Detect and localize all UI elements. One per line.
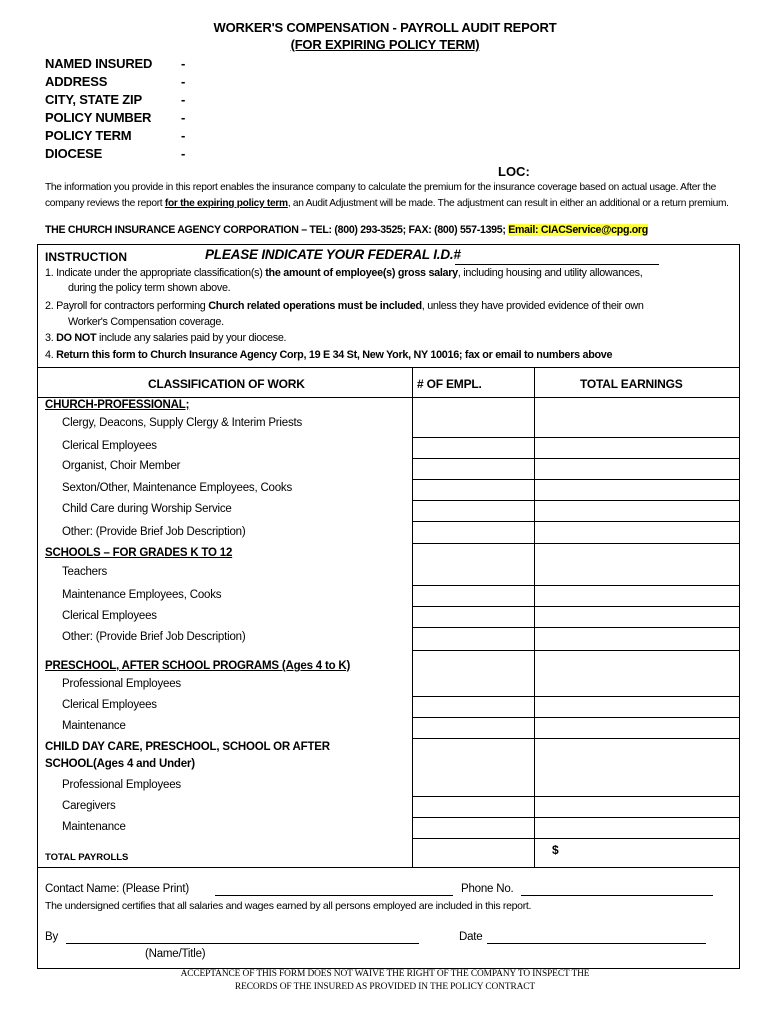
footer-line-1: ACCEPTANCE OF THIS FORM DOES NOT WAIVE THE RIGHT OF THE COMPANY TO INSPECT THE bbox=[180, 969, 590, 979]
col-header-classification: CLASSIFICATION OF WORK bbox=[148, 377, 305, 391]
city-state-zip-label: CITY, STATE ZIP bbox=[45, 92, 142, 107]
instr-3a: 3. bbox=[45, 332, 57, 344]
category-preschool: PRESCHOOL, AFTER SCHOOL PROGRAMS (Ages 4 to K) bbox=[45, 660, 351, 672]
row-line bbox=[412, 585, 740, 586]
instr-1a: 1. Indicate under the appropriate classification(s) bbox=[45, 267, 266, 279]
instr-2a: 2. Payroll for contractors performing bbox=[45, 300, 209, 312]
row-line bbox=[412, 817, 740, 818]
row-line bbox=[412, 606, 740, 607]
row-schools-other: Other: (Provide Brief Job Description) bbox=[62, 631, 246, 643]
phone-label: Phone No. bbox=[461, 883, 514, 895]
agency-email[interactable]: Email: CIACService@cpg.org bbox=[508, 224, 648, 236]
loc-label: LOC: bbox=[498, 164, 530, 179]
instr-4b: Return this form to Church Insurance Agency Corp, 19 E 34 St, New York, NY 10016; fax or email to numbers above bbox=[56, 349, 613, 361]
named-insured-label: NAMED INSURED bbox=[45, 56, 153, 71]
diocese-value[interactable]: - bbox=[181, 146, 186, 161]
policy-term-value[interactable]: - bbox=[181, 128, 186, 143]
row-line bbox=[412, 696, 740, 697]
instr-3c: include any salaries paid by your diocese. bbox=[96, 332, 287, 344]
row-schools-clerical: Clerical Employees bbox=[62, 610, 157, 622]
phone-field[interactable] bbox=[521, 895, 713, 896]
instruction-4 bbox=[45, 348, 612, 363]
diocese-label: DIOCESE bbox=[45, 146, 103, 161]
report-subtitle: (FOR EXPIRING POLICY TERM) bbox=[290, 37, 480, 52]
policy-term-label: POLICY TERM bbox=[45, 128, 132, 143]
row-daycare-professional: Professional Employees bbox=[62, 779, 181, 791]
contact-name-field[interactable] bbox=[215, 895, 453, 896]
row-schools-teachers: Teachers bbox=[62, 566, 108, 578]
row-schools-maintenance: Maintenance Employees, Cooks bbox=[62, 589, 222, 601]
info-paragraph bbox=[45, 180, 740, 212]
instruction-2 bbox=[45, 299, 644, 314]
table-header-border bbox=[37, 397, 740, 398]
col-header-empl: # OF EMPL. bbox=[417, 377, 482, 391]
row-line bbox=[412, 650, 740, 651]
category-daycare-line2: SCHOOL(Ages 4 and Under) bbox=[45, 758, 195, 770]
instruction-2-cont: Worker's Compensation coverage. bbox=[68, 316, 224, 328]
row-church-childcare: Child Care during Worship Service bbox=[62, 503, 232, 515]
policy-number-label: POLICY NUMBER bbox=[45, 110, 152, 125]
row-line bbox=[412, 796, 740, 797]
row-line bbox=[412, 717, 740, 718]
instr-1c: , including housing and utility allowances, bbox=[457, 267, 643, 279]
instruction-1-cont: during the policy term shown above. bbox=[68, 282, 231, 294]
address-value[interactable]: - bbox=[181, 74, 186, 89]
col-header-earnings: TOTAL EARNINGS bbox=[580, 377, 683, 391]
row-daycare-maintenance: Maintenance bbox=[62, 821, 126, 833]
by-label: By bbox=[45, 931, 59, 943]
row-daycare-caregivers: Caregivers bbox=[62, 800, 116, 812]
policy-number-value[interactable]: - bbox=[181, 110, 186, 125]
row-preschool-clerical: Clerical Employees bbox=[62, 699, 157, 711]
row-line bbox=[412, 543, 740, 544]
signature-field[interactable] bbox=[66, 943, 419, 944]
info-text-1: The information you provide in this report enables the insurance company to calculate the premium for the insurance coverage based on actual usage. After the company reviews the report bbox=[45, 182, 716, 209]
row-church-sexton: Sexton/Other, Maintenance Employees, Cooks bbox=[62, 482, 293, 494]
agency-contact bbox=[45, 224, 648, 236]
city-state-zip-value[interactable]: - bbox=[181, 92, 186, 107]
contact-name-label: Contact Name: (Please Print) bbox=[45, 883, 189, 895]
instruction-label: INSTRUCTION bbox=[45, 250, 127, 264]
agency-text: THE CHURCH INSURANCE AGENCY CORPORATION – TEL: (800) 293-3525; FAX: (800) 557-1395; bbox=[45, 224, 509, 236]
row-line bbox=[412, 479, 740, 480]
table-top-border bbox=[37, 367, 740, 368]
row-line bbox=[412, 521, 740, 522]
total-payrolls-label: TOTAL PAYROLLS bbox=[45, 852, 129, 863]
row-church-organist: Organist, Choir Member bbox=[62, 460, 181, 472]
instr-3b: DO NOT bbox=[56, 332, 97, 344]
category-daycare-line1: CHILD DAY CARE, PRESCHOOL, SCHOOL OR AFTER bbox=[45, 741, 330, 753]
date-field[interactable] bbox=[487, 943, 706, 944]
table-divider-empl bbox=[412, 367, 413, 867]
row-line bbox=[412, 458, 740, 459]
footer-line-2: RECORDS OF THE INSURED AS PROVIDED IN THE POLICY CONTRACT bbox=[234, 982, 536, 992]
row-church-other: Other: (Provide Brief Job Description) bbox=[62, 526, 246, 538]
row-line bbox=[412, 738, 740, 739]
row-line bbox=[412, 838, 740, 839]
instr-1b: the amount of employee(s) gross salary bbox=[265, 267, 458, 279]
row-church-clergy: Clergy, Deacons, Supply Clergy & Interim Priests bbox=[62, 417, 303, 429]
category-schools: SCHOOLS – FOR GRADES K TO 12 bbox=[45, 547, 233, 559]
category-church: CHURCH-PROFESSIONAL; bbox=[45, 399, 190, 411]
row-church-clerical: Clerical Employees bbox=[62, 440, 157, 452]
row-preschool-maintenance: Maintenance bbox=[62, 720, 126, 732]
row-line bbox=[412, 627, 740, 628]
named-insured-value[interactable]: - bbox=[181, 56, 186, 71]
certification-statement: The undersigned certifies that all salaries and wages earned by all persons employed are included in this report. bbox=[45, 900, 532, 912]
federal-id-label: PLEASE INDICATE YOUR FEDERAL I.D.# bbox=[205, 247, 461, 262]
instr-2b: Church related operations must be included bbox=[208, 300, 422, 312]
row-line bbox=[412, 437, 740, 438]
row-preschool-professional: Professional Employees bbox=[62, 678, 181, 690]
instr-4a: 4. bbox=[45, 349, 57, 361]
info-text-2: , an Audit Adjustment will be made. The adjustment can result in either an additional or a return premium. bbox=[287, 198, 729, 209]
total-currency-sign: $ bbox=[552, 843, 559, 857]
row-line bbox=[412, 500, 740, 501]
instr-2c: , unless they have provided evidence of their own bbox=[421, 300, 644, 312]
name-title-caption: (Name/Title) bbox=[145, 948, 206, 960]
table-bottom-border bbox=[37, 867, 740, 868]
instruction-3 bbox=[45, 331, 286, 346]
instruction-1 bbox=[45, 266, 642, 281]
info-emphasis: for the expiring policy term bbox=[164, 198, 288, 209]
federal-id-field[interactable] bbox=[455, 264, 659, 265]
report-title: WORKER'S COMPENSATION - PAYROLL AUDIT REPORT bbox=[213, 20, 557, 35]
address-label: ADDRESS bbox=[45, 74, 108, 89]
date-label: Date bbox=[459, 931, 483, 943]
table-divider-earnings bbox=[534, 367, 535, 867]
